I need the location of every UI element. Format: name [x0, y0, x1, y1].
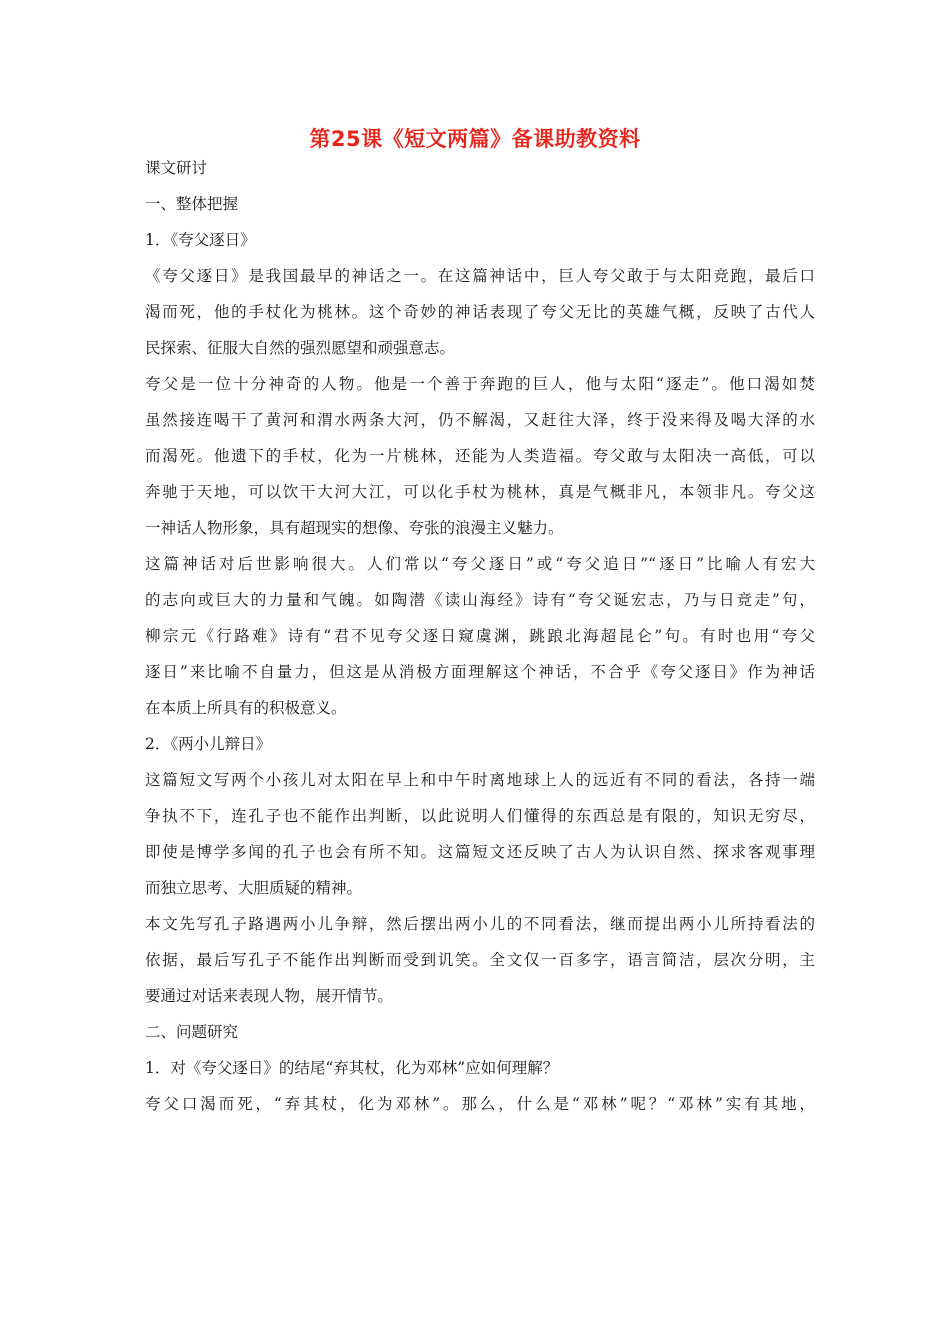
text-line: 这篇神话对后世影响很大。人们常以“夸父逐日”或“夸父追日”“逐日”比喻人有宏大	[145, 555, 815, 573]
text-line: 要通过对话来表现人物，展开情节。	[145, 987, 394, 1005]
text-line: 虽然接连喝干了黄河和渭水两条大河，仍不解渴，又赶往大泽，终于没来得及喝大泽的水	[145, 411, 815, 429]
text-line: 1．对《夸父逐日》的结尾“弃其杖，化为邓林”应如何理解？	[145, 1059, 559, 1077]
text-line: 夸父口渴而死，“弃其杖，化为邓林”。那么，什么是“邓林”呢？“邓林”实有其地，	[145, 1095, 815, 1113]
text-line: 本文先写孔子路遇两小儿争辩，然后摆出两小儿的不同看法，继而提出两小儿所持看法的	[145, 915, 815, 933]
text-line: 奔驰于天地，可以饮干大河大江，可以化手杖为桃林，真是气概非凡，本领非凡。夸父这	[145, 483, 815, 501]
text-line: 二、问题研究	[145, 1023, 239, 1041]
document-body	[145, 150, 815, 1122]
text-line: 课文研讨	[145, 159, 208, 177]
text-line: 的志向或巨大的力量和气魄。如陶潜《读山海经》诗有“夸父诞宏志，乃与日竞走”句，	[145, 591, 815, 609]
text-line: 而独立思考、大胆质疑的精神。	[145, 879, 363, 897]
text-line: 依据，最后写孔子不能作出判断而受到讥笑。全文仅一百多字，语言简洁，层次分明，主	[145, 951, 815, 969]
text-line: 即使是博学多闻的孔子也会有所不知。这篇短文还反映了古人为认识自然、探求客观事理	[145, 843, 815, 861]
text-line: 争执不下，连孔子也不能作出判断，以此说明人们懂得的东西总是有限的，知识无穷尽，	[145, 807, 815, 825]
text-line: 2．《两小儿辩日》	[145, 735, 272, 753]
text-line: 一神话人物形象，具有超现实的想像、夸张的浪漫主义魅力。	[145, 519, 564, 537]
text-line: 逐日”来比喻不自量力，但这是从消极方面理解这个神话，不合乎《夸父逐日》作为神话	[145, 663, 815, 681]
text-line: 1．《夸父逐日》	[145, 231, 256, 249]
text-line: 《夸父逐日》是我国最早的神话之一。在这篇神话中，巨人夸父敢于与太阳竞跑，最后口	[145, 267, 815, 285]
text-line: 柳宗元《行路难》诗有“君不见夸父逐日窥虞渊，跳踉北海超昆仑”句。有时也用“夸父	[145, 627, 815, 645]
text-line: 这篇短文写两个小孩儿对太阳在早上和中午时离地球上人的远近有不同的看法，各持一端	[145, 771, 815, 789]
text-line: 夸父是一位十分神奇的人物。他是一个善于奔跑的巨人，他与太阳“逐走”。他口渴如焚	[145, 375, 815, 393]
text-line: 在本质上所具有的积极意义。	[145, 699, 347, 717]
text-line: 民探索、征服大自然的强烈愿望和顽强意志。	[145, 339, 456, 357]
document-title: 第25课《短文两篇》备课助教资料	[309, 127, 641, 151]
text-line: 而渴死。他遗下的手杖，化为一片桃林，还能为人类造福。夸父敢与太阳决一高低，可以	[145, 447, 815, 465]
text-line: 一、整体把握	[145, 195, 239, 213]
text-line: 渴而死，他的手杖化为桃林。这个奇妙的神话表现了夸父无比的英雄气概，反映了古代人	[145, 303, 815, 321]
